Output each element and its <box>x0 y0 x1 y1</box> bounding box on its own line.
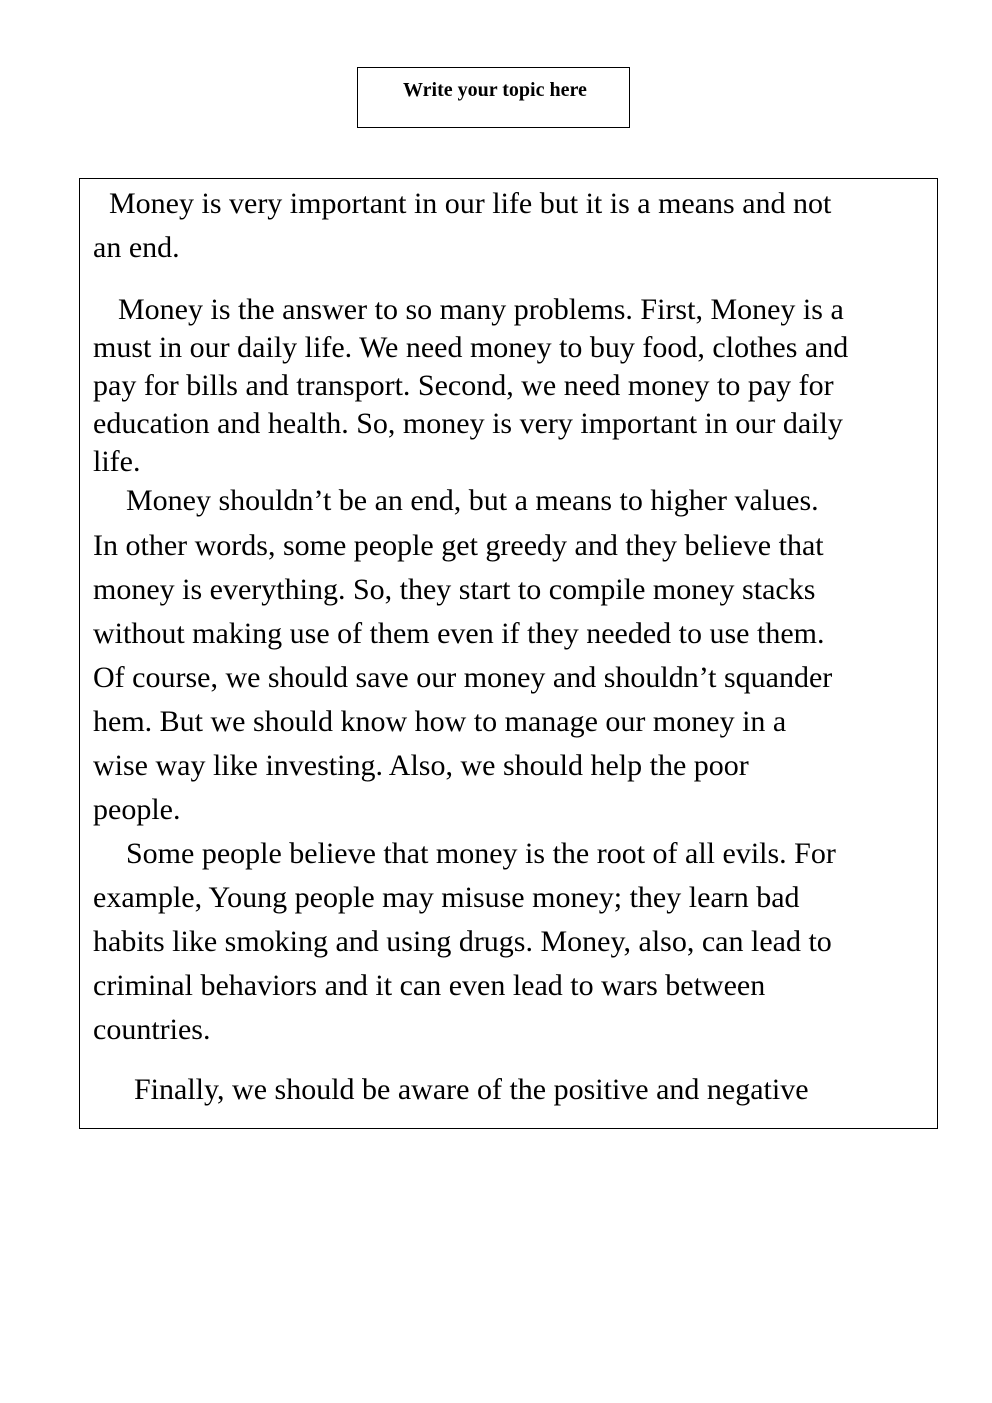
essay-paragraph-5-line-1: Finally, we should be aware of the positive and negative <box>134 1073 809 1106</box>
essay-paragraph-2-line-4: education and health. So, money is very important in our daily <box>93 407 843 440</box>
essay-paragraph-2-line-5: life. <box>93 445 141 478</box>
essay-paragraph-3-line-3: money is everything. So, they start to compile money stacks <box>93 573 816 606</box>
essay-paragraph-1-line-2: an end. <box>93 231 180 264</box>
essay-paragraph-3-line-2: In other words, some people get greedy and they believe that <box>93 529 824 562</box>
topic-box <box>357 67 630 128</box>
essay-paragraph-2-line-1: Money is the answer to so many problems. First, Money is a <box>118 293 844 326</box>
essay-paragraph-3-line-1: Money shouldn’t be an end, but a means to higher values. <box>126 484 819 517</box>
essay-paragraph-1-line-1: Money is very important in our life but it is a means and not <box>109 187 832 220</box>
essay-paragraph-4-line-3: habits like smoking and using drugs. Money, also, can lead to <box>93 925 832 958</box>
essay-paragraph-3-line-6: hem. But we should know how to manage our money in a <box>93 705 787 738</box>
essay-paragraph-2-line-3: pay for bills and transport. Second, we need money to pay for <box>93 369 834 402</box>
essay-paragraph-2-line-2: must in our daily life. We need money to buy food, clothes and <box>93 331 849 364</box>
essay-paragraph-4-line-4: criminal behaviors and it can even lead to wars between <box>93 969 766 1002</box>
essay-paragraph-4-line-1: Some people believe that money is the root of all evils. For <box>126 837 836 870</box>
essay-paragraph-3-line-7: wise way like investing. Also, we should help the poor <box>93 749 749 782</box>
essay-paragraph-3-line-4: without making use of them even if they needed to use them. <box>93 617 825 650</box>
essay-paragraph-3-line-8: people. <box>93 793 181 826</box>
essay-paragraph-3-line-5: Of course, we should save our money and shouldn’t squander <box>93 661 833 694</box>
essay-paragraph-4-line-5: countries. <box>93 1013 211 1046</box>
topic-label: Write your topic here <box>403 79 587 101</box>
essay-box <box>79 178 938 1129</box>
essay-paragraph-4-line-2: example, Young people may misuse money; they learn bad <box>93 881 800 914</box>
